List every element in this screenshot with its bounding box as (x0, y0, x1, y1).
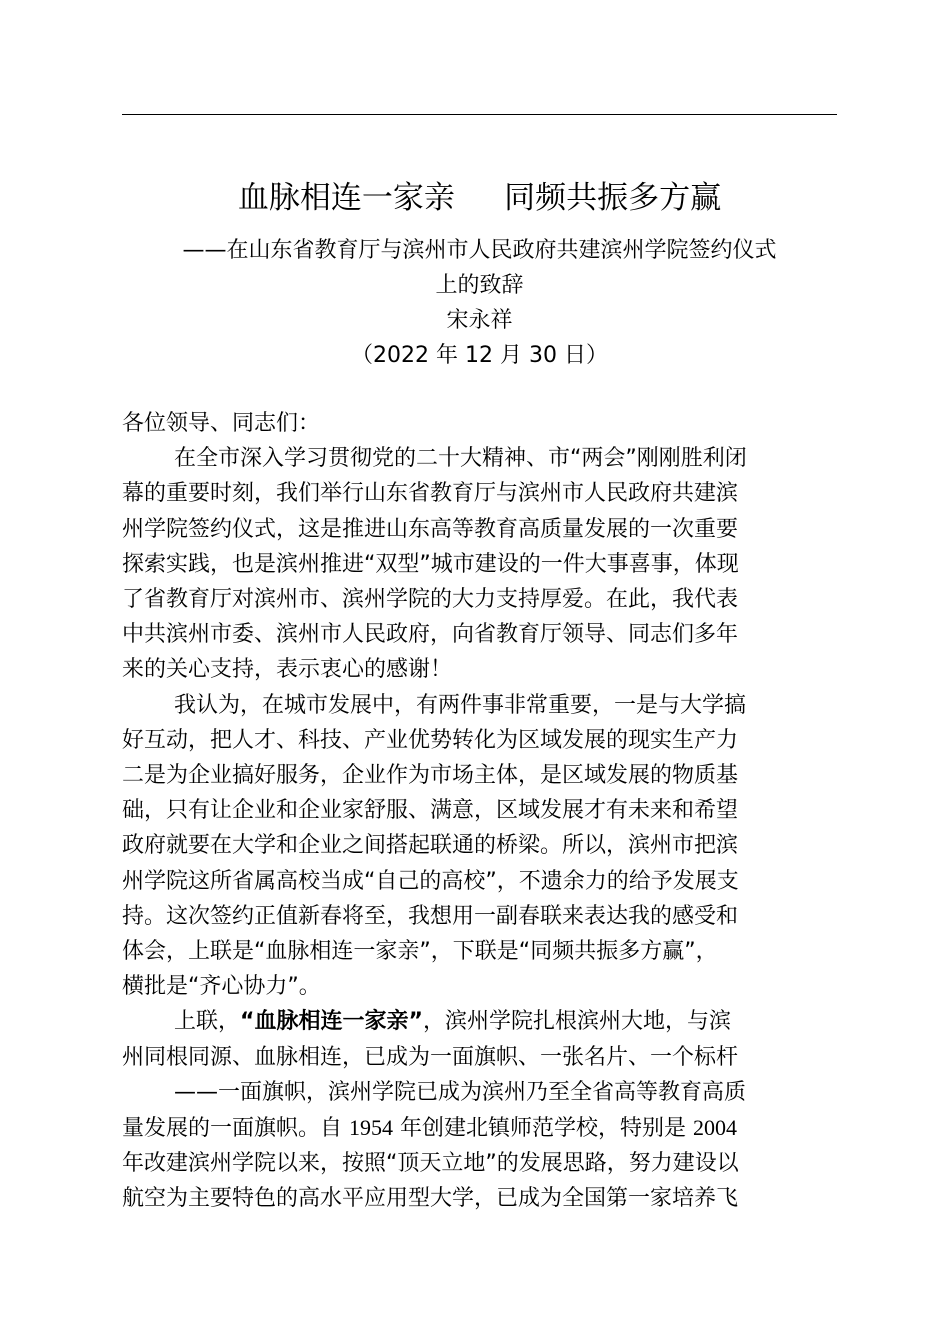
paragraph-line: 体会，上联是“血脉相连一家亲”，下联是“同频共振多方赢”， (122, 939, 718, 965)
paragraph-line: 州同根同源、血脉相连，已成为一面旗帜、一张名片、一个标杆 (122, 1044, 739, 1070)
paragraph-line: 州学院这所省属高校当成“自己的高校”，不遗余力的给予发展支 (122, 868, 739, 894)
year-number: 2004 (693, 1115, 737, 1141)
speech-date: （2022 年 12 月 30 日） (351, 343, 608, 368)
paragraph-line: 好互动，把人才、科技、产业优势转化为区域发展的现实生产力 (122, 727, 739, 753)
text-segment: 量发展的一面旗帜。自 (122, 1116, 349, 1142)
paragraph-line: 我认为，在城市发展中，有两件事非常重要，一是与大学搞 (174, 692, 747, 718)
paragraph-line: 中共滨州市委、滨州市人民政府，向省教育厅领导、同志们多年 (122, 622, 739, 648)
paragraph-line: 政府就要在大学和企业之间搭起联通的桥梁。所以，滨州市把滨 (122, 833, 739, 859)
subtitle-block (122, 233, 837, 373)
subtitle-line: 上的致辞 (435, 273, 524, 298)
paragraph-line: 探索实践，也是滨州推进“双型”城市建设的一件大事喜事，体现 (122, 551, 739, 577)
salutation: 各位领导、同志们： (122, 411, 321, 436)
text-segment: ，滨州学院扎根滨州大地，与滨 (422, 1009, 731, 1035)
paragraph-line: 州学院签约仪式，这是推进山东高等教育高质量发展的一次重要 (122, 516, 739, 542)
paragraph-line: 幕的重要时刻，我们举行山东省教育厅与滨州市人民政府共建滨 (122, 481, 739, 507)
paragraph-line: 了省教育厅对滨州市、滨州学院的大力支持厚爱。在此，我代表 (122, 587, 739, 613)
couplet-first-line: “血脉相连一家亲” (240, 1009, 423, 1035)
page-title: 血脉相连一家亲 同频共振多方赢 (237, 180, 722, 216)
paragraph-line: ——一面旗帜，滨州学院已成为滨州乃至全省高等教育高质 (174, 1079, 747, 1105)
speech-body (122, 406, 837, 1217)
text-segment: 上联， (174, 1009, 241, 1035)
header-rule (122, 114, 837, 115)
paragraph-line (122, 1110, 837, 1146)
paragraph-line: 础，只有让企业和企业家舒服、满意，区域发展才有未来和希望 (122, 798, 739, 824)
paragraph-line: 来的关心支持，表示衷心的感谢！ (122, 657, 453, 683)
subtitle-line: ——在山东省教育厅与滨州市人民政府共建滨州学院签约仪式 (182, 238, 777, 263)
author-name: 宋永祥 (446, 308, 513, 333)
year-number: 1954 (349, 1115, 393, 1141)
paragraph-line: 在全市深入学习贯彻党的二十大精神、市“两会”刚刚胜利闭 (174, 446, 747, 472)
paragraph-line: 横批是“齐心协力”。 (122, 974, 321, 1000)
paragraph-line: 持。这次签约正值新春将至，我想用一副春联来表达我的感受和 (122, 903, 739, 929)
text-segment: 年创建北镇师范学校，特别是 (393, 1116, 693, 1142)
paragraph-line: 年改建滨州学院以来，按照“顶天立地”的发展思路，努力建设以 (122, 1151, 739, 1177)
paragraph-line (122, 1004, 837, 1039)
paragraph-line: 二是为企业搞好服务，企业作为市场主体，是区域发展的物质基 (122, 763, 739, 789)
paragraph-line: 航空为主要特色的高水平应用型大学，已成为全国第一家培养飞 (122, 1186, 739, 1212)
